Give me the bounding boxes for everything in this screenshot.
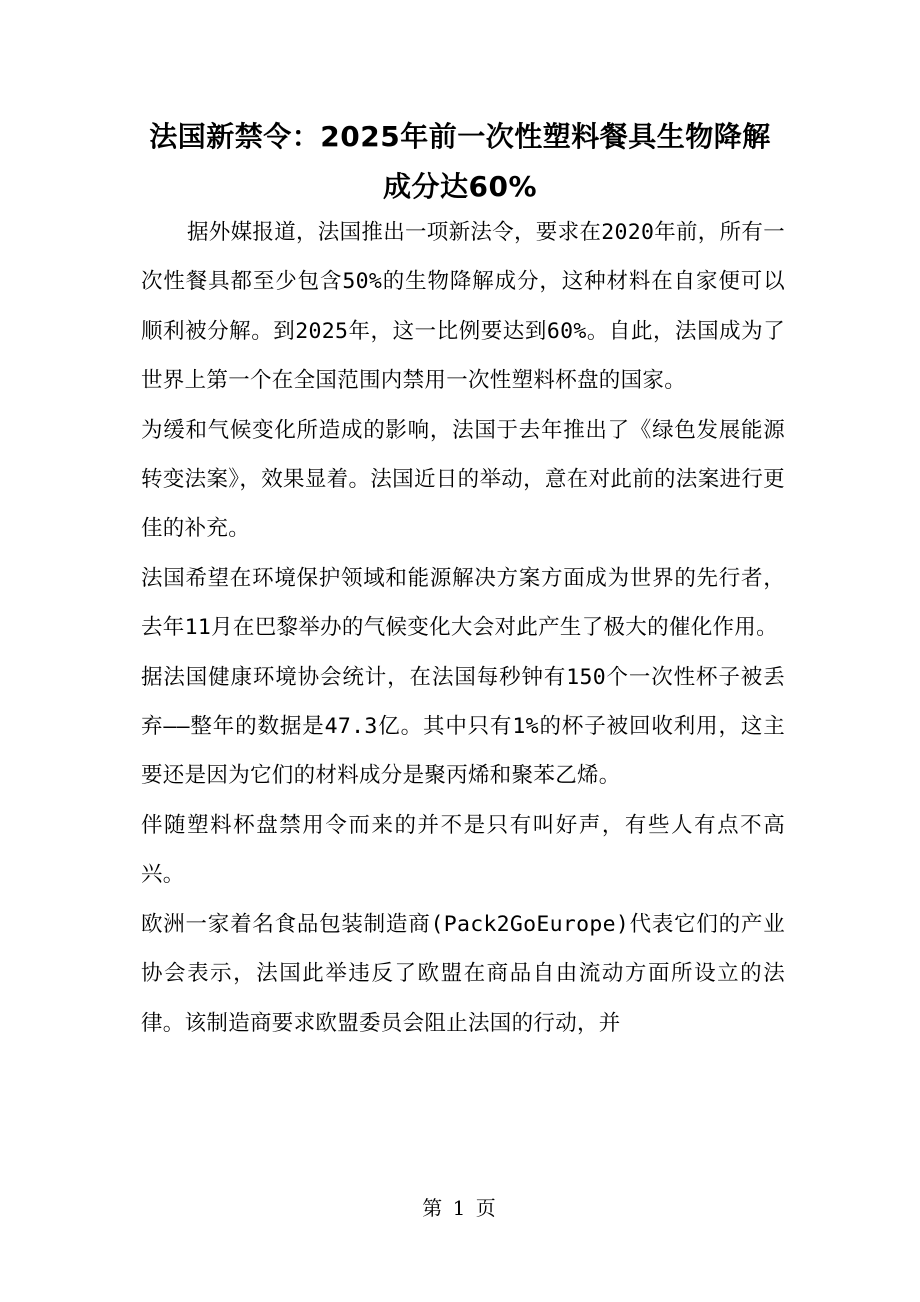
paragraph-1: 据外媒报道，法国推出一项新法令，要求在2020年前，所有一次性餐具都至少包含50%的生物降解成分，这种材料在自家便可以顺利被分解。到2025年，这一比例要达到60%。自此，法国成为了世界上第一个在全国范围内禁用一次性塑料杯盘的国家。 <box>141 220 785 394</box>
paragraph-3: 法国希望在环境保护领域和能源解决方案方面成为世界的先行者，去年11月在巴黎举办的气候变化大会对此产生了极大的催化作用。 <box>141 565 785 641</box>
paragraph-5: 伴随塑料杯盘禁用令而来的并不是只有叫好声，有些人有点不高兴。 <box>141 812 785 888</box>
paragraph-4: 据法国健康环境协会统计，在法国每秒钟有150个一次性杯子被丢弃——整年的数据是47.3亿。其中只有1%的杯子被回收利用，这主要还是因为它们的材料成分是聚丙烯和聚苯乙烯。 <box>141 664 785 789</box>
document-title: 法国新禁令：2025年前一次性塑料餐具生物降解成分达60% <box>149 120 771 203</box>
paragraph-2: 为缓和气候变化所造成的影响，法国于去年推出了《绿色发展能源转变法案》，效果显着。法国近日的举动，意在对此前的法案进行更佳的补充。 <box>141 417 785 542</box>
paragraph-6: 欧洲一家着名食品包装制造商(Pack2GoEurope)代表它们的产业协会表示，法国此举违反了欧盟在商品自由流动方面所设立的法律。该制造商要求欧盟委员会阻止法国的行动，并 <box>141 911 785 1036</box>
page-number-footer: 第 1 页 <box>422 1196 498 1220</box>
document-body <box>141 208 785 1048</box>
